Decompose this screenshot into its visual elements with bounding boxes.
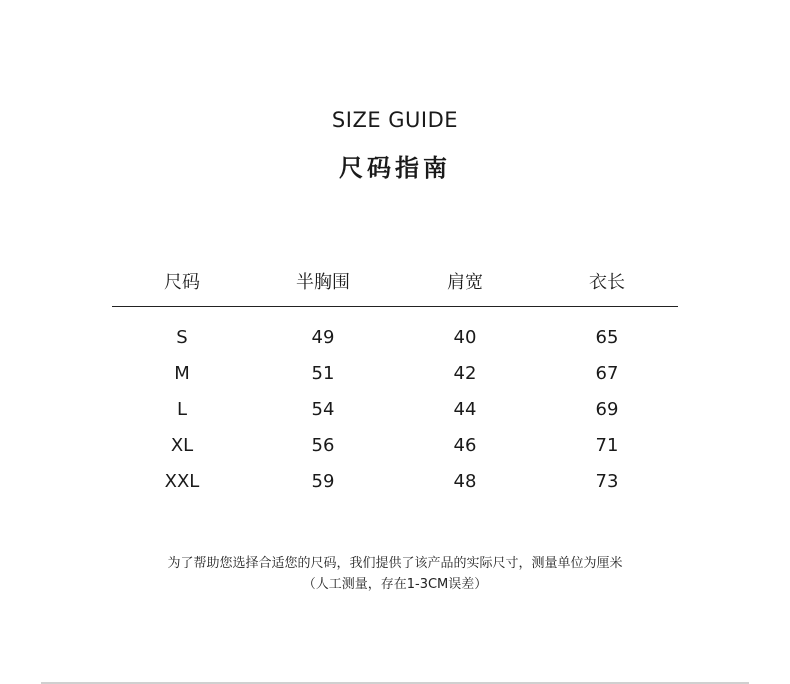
cell-length: 73 xyxy=(595,470,619,492)
cell-shoulder-width: 48 xyxy=(453,470,477,492)
measurement-error-note: （人工测量，存在1-3CM误差） xyxy=(302,577,488,592)
table-row xyxy=(112,463,678,499)
cell-half-chest: 49 xyxy=(311,326,335,348)
table-row xyxy=(112,391,678,427)
cell-length: 71 xyxy=(595,434,619,456)
cell-length: 65 xyxy=(595,326,619,348)
cell-shoulder-width: 46 xyxy=(453,434,477,456)
table-row xyxy=(112,355,678,391)
cell-size: M xyxy=(174,362,190,384)
cell-size: S xyxy=(176,326,188,348)
header-shoulder-width: 肩宽 xyxy=(394,262,536,307)
size-guide-title: SIZE GUIDE xyxy=(331,108,459,132)
cell-size: XXL xyxy=(164,470,200,492)
cell-shoulder-width: 40 xyxy=(453,326,477,348)
cell-shoulder-width: 44 xyxy=(453,398,477,420)
cell-half-chest: 54 xyxy=(311,398,335,420)
table-row xyxy=(112,307,678,356)
header-length: 衣长 xyxy=(536,262,678,307)
table-header-row xyxy=(112,262,678,307)
cell-length: 69 xyxy=(595,398,619,420)
cell-half-chest: 51 xyxy=(311,362,335,384)
header-half-chest: 半胸围 xyxy=(252,262,394,307)
table-row xyxy=(112,427,678,463)
header-size: 尺码 xyxy=(112,262,252,307)
cell-length: 67 xyxy=(595,362,619,384)
cell-size: XL xyxy=(170,434,194,456)
cell-shoulder-width: 42 xyxy=(453,362,477,384)
cell-size: L xyxy=(176,398,188,420)
cell-half-chest: 59 xyxy=(311,470,335,492)
size-table xyxy=(112,262,678,499)
cell-half-chest: 56 xyxy=(311,434,335,456)
measurement-note: 为了帮助您选择合适您的尺码，我们提供了该产品的实际尺寸，测量单位为厘米 xyxy=(167,556,623,571)
size-guide-title-chinese: 尺码指南 xyxy=(339,154,451,182)
